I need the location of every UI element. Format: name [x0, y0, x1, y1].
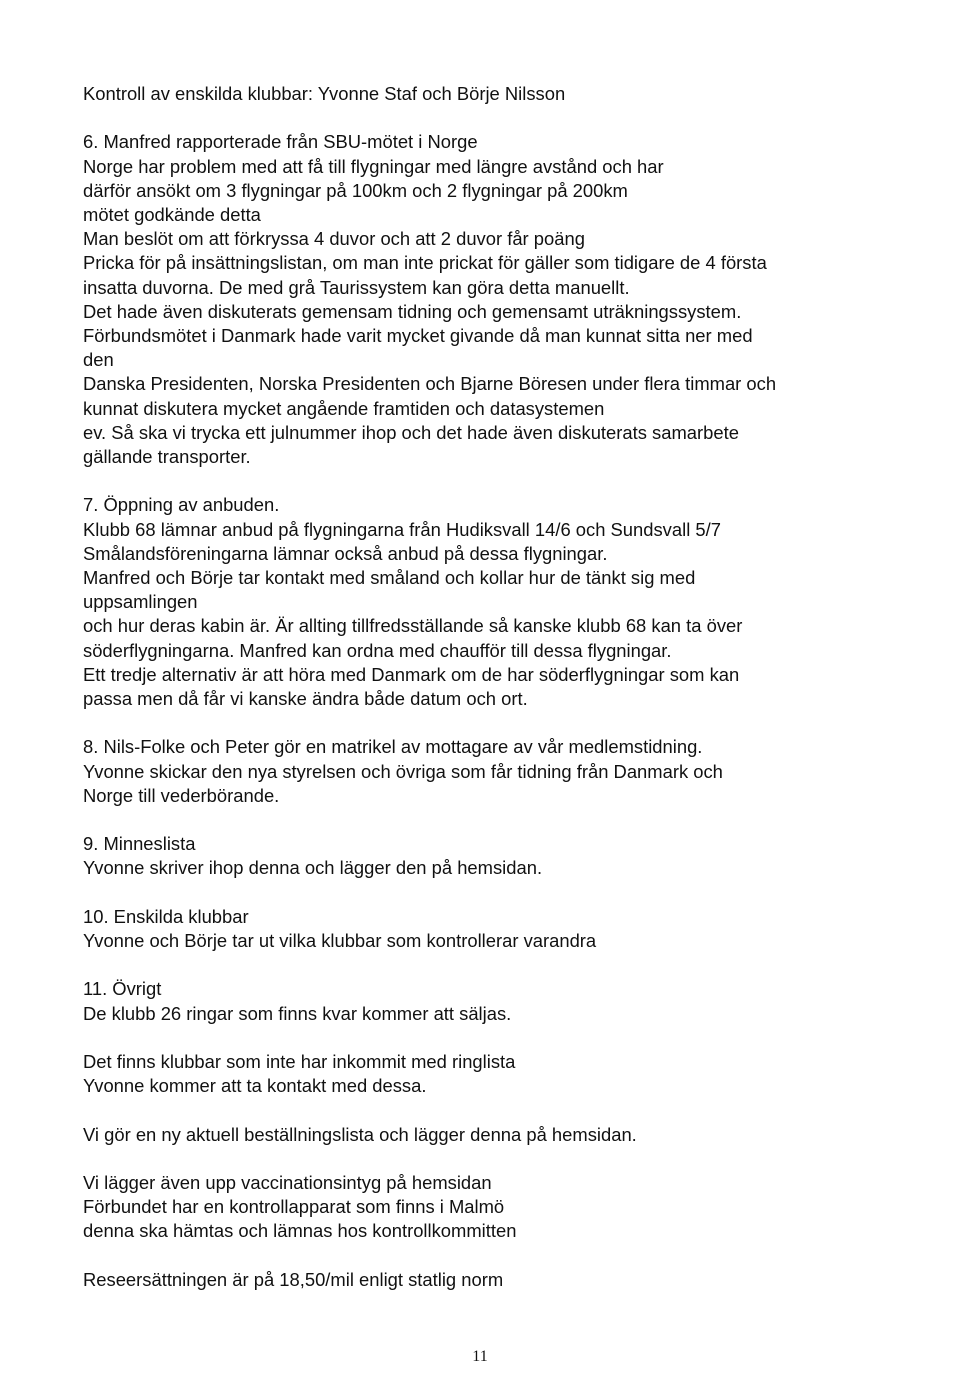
text-line: Yvonne kommer att ta kontakt med dessa. — [83, 1075, 427, 1097]
text-line: Klubb 68 lämnar anbud på flygningarna från Hudiksvall 14/6 och Sundsvall 5/7 — [83, 518, 721, 540]
text-line: 7. Öppning av anbuden. — [83, 494, 280, 516]
paragraph-gap — [83, 881, 903, 905]
text-line: De klubb 26 ringar som finns kvar kommer att säljas. — [83, 1002, 512, 1024]
text-line: 11. Övrigt — [83, 978, 162, 1000]
text-line: Vi lägger även upp vaccinationsintyg på hemsidan — [83, 1172, 492, 1193]
text-line: passa men då får vi kanske ändra både datum och ort. — [83, 688, 528, 710]
paragraph-gap — [83, 106, 903, 130]
paragraph — [83, 1171, 903, 1244]
text-line: söderflygningarna. Manfred kan ordna med chaufför till dessa flygningar. — [83, 639, 672, 661]
paragraph — [83, 905, 903, 953]
paragraph-gap — [83, 1244, 903, 1268]
paragraph — [83, 82, 903, 106]
text-line: Ett tredje alternativ är att höra med Danmark om de har söderflygningar som kan — [83, 663, 740, 685]
text-line: Manfred och Börje tar kontakt med småland och kollar hur de tänkt sig med — [83, 567, 696, 589]
text-line: Danska Presidenten, Norska Presidenten och Bjarne Böresen under flera timmar och — [83, 373, 777, 395]
text-line: Reseersättningen är på 18,50/mil enligt statlig norm — [83, 1268, 504, 1290]
text-line: och hur deras kabin är. Är allting tillfredsställande så kanske klubb 68 kan ta över — [83, 615, 743, 637]
text-line: därför ansökt om 3 flygningar på 100km och 2 flygningar på 200km — [83, 179, 628, 201]
paragraph — [83, 130, 903, 469]
paragraph-gap — [83, 1026, 903, 1050]
text-line: Det finns klubbar som inte har inkommit med ringlista — [83, 1051, 516, 1073]
page-number: 11 — [472, 1348, 488, 1365]
text-line: mötet godkände detta — [83, 204, 261, 225]
paragraph — [83, 1123, 903, 1147]
paragraph — [83, 977, 903, 1025]
text-line: 8. Nils-Folke och Peter gör en matrikel av mottagare av vår medlemstidning. — [83, 736, 703, 758]
text-line: Vi gör en ny aktuell beställningslista och lägger denna på hemsidan. — [83, 1123, 637, 1145]
text-line: insatta duvorna. De med grå Taurissystem kan göra detta manuellt. — [83, 276, 630, 298]
paragraph — [83, 493, 903, 711]
paragraph-gap — [83, 1098, 903, 1122]
text-line: uppsamlingen — [83, 591, 198, 613]
text-line: 9. Minneslista — [83, 833, 196, 855]
paragraph — [83, 832, 903, 880]
text-line: Norge har problem med att få till flygningar med längre avstånd och har — [83, 155, 664, 177]
document-body — [83, 82, 903, 1292]
text-line: Förbundet har en kontrollapparat som finns i Malmö — [83, 1196, 505, 1218]
paragraph-gap — [83, 1147, 903, 1171]
text-line: Yvonne skickar den nya styrelsen och övriga som får tidning från Danmark och — [83, 760, 723, 782]
paragraph-gap — [83, 469, 903, 493]
text-line: Man beslöt om att förkryssa 4 duvor och att 2 duvor får poäng — [83, 228, 585, 250]
text-line: Norge till vederbörande. — [83, 784, 280, 806]
text-line: denna ska hämtas och lämnas hos kontrollkommitten — [83, 1220, 517, 1242]
text-line: Yvonne och Börje tar ut vilka klubbar som kontrollerar varandra — [83, 930, 597, 952]
text-line: Pricka för på insättningslistan, om man inte prickat för gäller som tidigare de 4 första — [83, 252, 767, 274]
paragraph-gap — [83, 808, 903, 832]
paragraph-gap — [83, 953, 903, 977]
paragraph — [83, 735, 903, 808]
text-line: Förbundsmötet i Danmark hade varit mycket givande då man kunnat sitta ner med — [83, 325, 753, 347]
text-line: ev. Så ska vi trycka ett julnummer ihop och det hade även diskuterats samarbete — [83, 421, 739, 443]
text-line: den — [83, 349, 114, 371]
text-line: Smålandsföreningarna lämnar också anbud på dessa flygningar. — [83, 542, 608, 564]
text-line: Yvonne skriver ihop denna och lägger den på hemsidan. — [83, 857, 543, 879]
text-line: Det hade även diskuterats gemensam tidning och gemensamt uträkningssystem. — [83, 300, 742, 322]
paragraph-gap — [83, 711, 903, 735]
paragraph — [83, 1050, 903, 1098]
paragraph — [83, 1268, 903, 1292]
text-line: 10. Enskilda klubbar — [83, 905, 249, 927]
text-line: kunnat diskutera mycket angående framtiden och datasystemen — [83, 397, 605, 419]
text-line: gällande transporter. — [83, 446, 251, 468]
text-line: 6. Manfred rapporterade från SBU-mötet i Norge — [83, 131, 478, 153]
text-line: Kontroll av enskilda klubbar: Yvonne Staf och Börje Nilsson — [83, 83, 566, 104]
